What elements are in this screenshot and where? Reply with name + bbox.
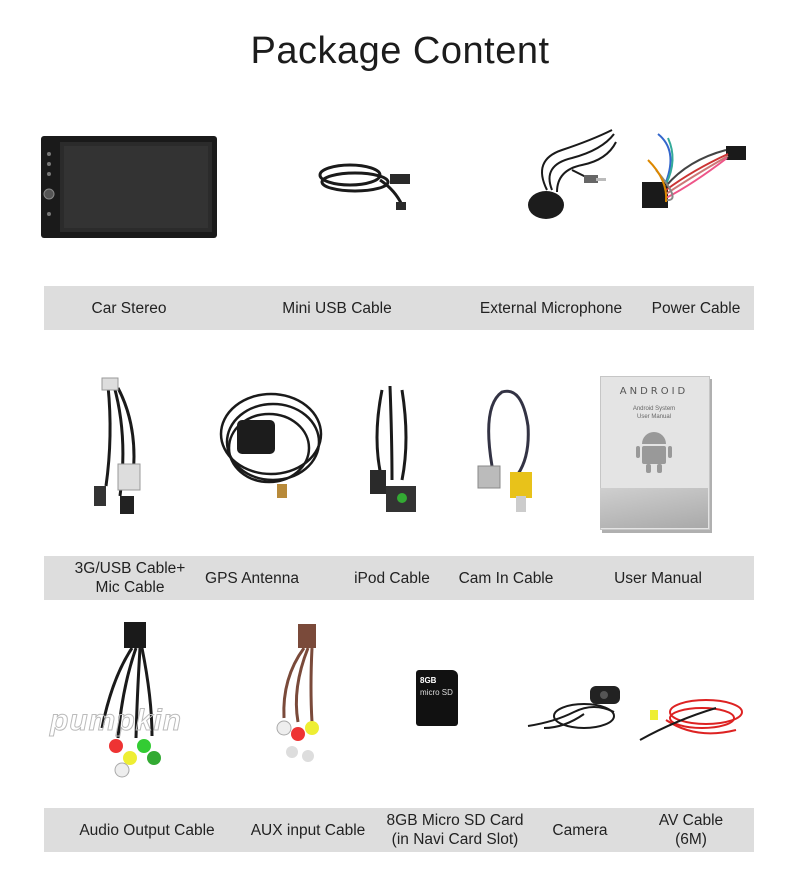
- caption-av-cable: AV Cable (6M): [658, 812, 724, 848]
- audio-output-cable-image: [92, 618, 182, 788]
- av-cable-image: [636, 690, 748, 748]
- power-cable-image: [638, 120, 753, 220]
- micro-sd-card-image: [416, 670, 458, 726]
- manual-brand: ANDROID: [619, 386, 689, 397]
- caption-user-manual: User Manual: [614, 569, 702, 587]
- gps-antenna-image: [215, 384, 327, 502]
- user-manual-image: [600, 376, 712, 532]
- sd-capacity: 8GB: [420, 676, 437, 685]
- 3g-usb-mic-cable-image: [88, 376, 158, 521]
- caption-cam-in-cable: Cam In Cable: [458, 569, 554, 587]
- mini-usb-cable-image: [310, 150, 415, 215]
- caption-gps-antenna: GPS Antenna: [205, 569, 299, 587]
- manual-line1: Android System: [632, 406, 676, 412]
- aux-input-cable-image: [262, 618, 328, 772]
- android-robot-icon: [634, 428, 674, 474]
- caption-micro-sd-card: 8GB Micro SD Card (in Navi Card Slot): [386, 812, 524, 848]
- caption-3g-usb-mic-cable: 3G/USB Cable+ Mic Cable: [74, 560, 186, 596]
- camera-image: [524, 682, 634, 738]
- sd-label: micro SD: [420, 688, 453, 697]
- caption-power-cable: Power Cable: [651, 299, 741, 317]
- caption-mini-usb-cable: Mini USB Cable: [282, 299, 392, 317]
- manual-line2: User Manual: [636, 414, 671, 420]
- cam-in-cable-image: [472, 386, 552, 518]
- pumpkin-watermark: pumpkin: [50, 704, 182, 737]
- ipod-cable-image: [362, 380, 422, 520]
- caption-aux-input-cable: AUX input Cable: [250, 821, 366, 839]
- caption-audio-output-cable: Audio Output Cable: [79, 821, 215, 839]
- car-stereo-image: [40, 134, 220, 240]
- page-title: Package Content: [250, 30, 550, 72]
- external-microphone-image: [512, 120, 624, 225]
- caption-ipod-cable: iPod Cable: [354, 569, 430, 587]
- caption-car-stereo: Car Stereo: [91, 299, 167, 317]
- caption-external-microphone: External Microphone: [479, 299, 623, 317]
- caption-camera: Camera: [552, 821, 608, 839]
